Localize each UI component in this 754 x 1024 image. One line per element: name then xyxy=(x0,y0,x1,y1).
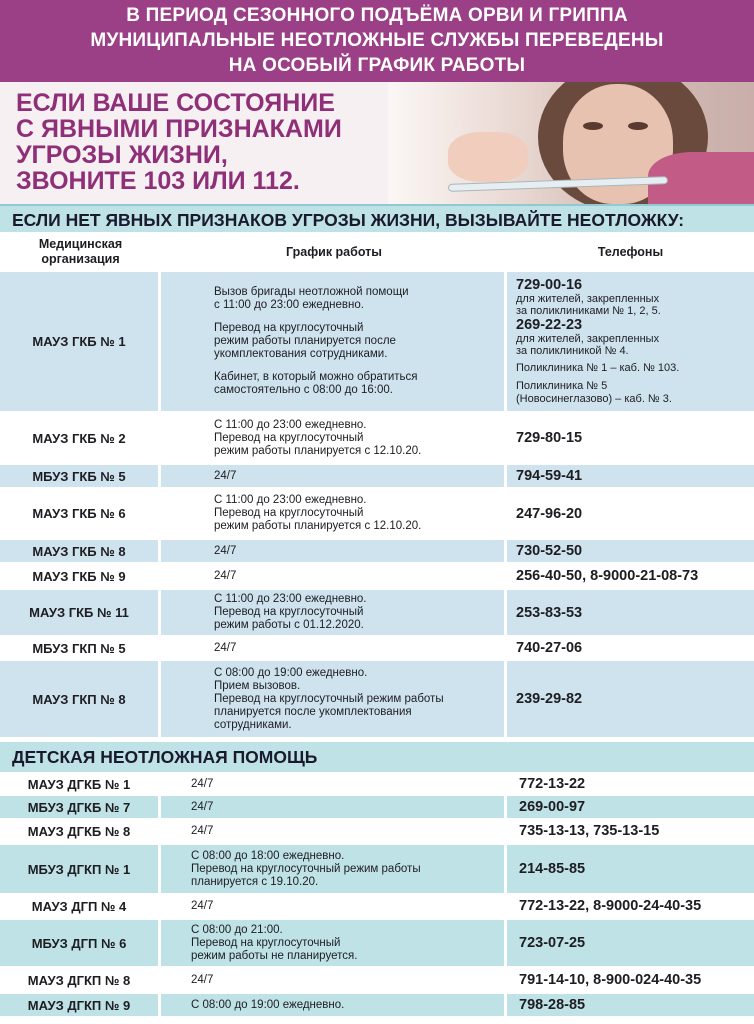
row-org-name: МАУЗ ДГКБ № 8 xyxy=(0,820,158,842)
children-section-heading: ДЕТСКАЯ НЕОТЛОЖНАЯ ПОМОЩЬ xyxy=(0,742,754,772)
row-org-name: МАУЗ ГКБ № 2 xyxy=(0,414,158,462)
row-schedule: 24/7 xyxy=(161,638,504,658)
schedule-line: С 11:00 до 23:00 ежедневно. xyxy=(214,494,367,506)
row-schedule xyxy=(161,661,504,737)
row-org-name: МАУЗ ГКБ № 1 xyxy=(0,272,158,411)
top-banner xyxy=(0,0,754,82)
table-row xyxy=(0,796,754,818)
row-phones xyxy=(507,272,754,411)
table-row xyxy=(0,968,754,992)
row-phone[interactable]: 269-00-97 xyxy=(507,796,754,818)
row-schedule xyxy=(161,490,504,537)
schedule-line: Перевод на круглосуточный xyxy=(214,431,364,444)
table-row xyxy=(0,774,754,794)
table-row xyxy=(0,590,754,635)
row-org-name: МАУЗ ГКБ № 11 xyxy=(0,590,158,635)
cabinet-note: Поликлиника № 1 – каб. № 103. xyxy=(516,362,680,374)
row-phone[interactable]: 772-13-22, 8-9000-24-40-35 xyxy=(507,895,754,917)
row-phone[interactable]: 740-27-06 xyxy=(507,638,754,658)
schedule-line: режим работы планируется с 12.10.20. xyxy=(214,444,422,457)
table-row xyxy=(0,994,754,1016)
row-phone[interactable]: 735-13-13, 735-13-15 xyxy=(507,820,754,842)
banner-line-1: В ПЕРИОД СЕЗОННОГО ПОДЪЁМА ОРВИ И ГРИППА xyxy=(126,5,628,26)
row-schedule: 24/7 xyxy=(161,540,504,562)
column-header-schedule: График работы xyxy=(161,232,507,272)
row-schedule: 24/7 xyxy=(161,774,504,794)
row-org-name: МАУЗ ДГКП № 9 xyxy=(0,994,158,1016)
photo-eye xyxy=(583,122,603,130)
row-schedule: 24/7 xyxy=(161,565,504,587)
schedule-line: укомплектования сотрудниками. xyxy=(214,348,388,360)
phone-note: за поликлиникой № 4. xyxy=(516,345,629,357)
schedule-line: режим работы планируется после xyxy=(214,335,396,347)
row-schedule: 24/7 xyxy=(161,820,504,842)
row-schedule: 24/7 xyxy=(161,895,504,917)
banner-line-3: НА ОСОБЫЙ ГРАФИК РАБОТЫ xyxy=(228,55,526,76)
schedule-line: режим работы не планируется. xyxy=(191,949,358,962)
phone-number[interactable]: 729-00-16 xyxy=(516,277,583,293)
schedule-line: с 11:00 до 23:00 ежедневно. xyxy=(214,299,364,311)
schedule-line: Перевод на круглосуточный режим работы xyxy=(214,692,444,705)
adult-section-heading: ЕСЛИ НЕТ ЯВНЫХ ПРИЗНАКОВ УГРОЗЫ ЖИЗНИ, ВЫЗЫВАЙТЕ НЕОТЛОЖКУ: xyxy=(0,204,754,232)
row-phone[interactable]: 729-80-15 xyxy=(507,414,754,462)
row-org-name: МАУЗ ДГП № 4 xyxy=(0,895,158,917)
row-org-name: МБУЗ ГКБ № 5 xyxy=(0,465,158,487)
table-row xyxy=(0,540,754,562)
phone-note: за поликлиниками № 1, 2, 5. xyxy=(516,305,661,317)
table-row xyxy=(0,920,754,966)
table-row xyxy=(0,895,754,917)
row-schedule: 24/7 xyxy=(161,465,504,487)
phone-note: для жителей, закрепленных xyxy=(516,293,660,305)
row-schedule xyxy=(161,590,504,635)
row-org-name: МАУЗ ГКБ № 9 xyxy=(0,565,158,587)
sick-woman-photo xyxy=(388,82,754,204)
schedule-line: С 08:00 до 21:00. xyxy=(191,923,283,936)
schedule-line: планируется с 19.10.20. xyxy=(191,875,319,888)
alert-line-1: ЕСЛИ ВАШЕ СОСТОЯНИЕ xyxy=(16,89,335,117)
cabinet-note: Поликлиника № 5 xyxy=(516,380,608,392)
schedule-line: Перевод на круглосуточный xyxy=(214,322,364,334)
table-row xyxy=(0,414,754,462)
photo-hand xyxy=(448,132,528,182)
row-phone[interactable]: 794-59-41 xyxy=(507,465,754,487)
row-phone[interactable]: 723-07-25 xyxy=(507,920,754,966)
column-header-phones: Телефоны xyxy=(507,232,754,272)
phone-note: для жителей, закрепленных xyxy=(516,333,660,345)
row-schedule xyxy=(161,845,504,893)
row-phone[interactable]: 239-29-82 xyxy=(507,661,754,737)
schedule-line: планируется после укомплектования xyxy=(214,705,412,718)
schedule-line: самостоятельно с 08:00 до 16:00. xyxy=(214,384,393,396)
row-org-name: МБУЗ ДГП № 6 xyxy=(0,920,158,966)
phone-number[interactable]: 269-22-23 xyxy=(516,317,583,333)
schedule-line: Вызов бригады неотложной помощи xyxy=(214,286,409,298)
schedule-line: Кабинет, в который можно обратиться xyxy=(214,371,418,383)
schedule-line: Перевод на круглосуточный режим работы xyxy=(191,862,421,875)
row-phone[interactable]: 256-40-50, 8-9000-21-08-73 xyxy=(507,565,754,587)
row-org-name: МАУЗ ГКП № 8 xyxy=(0,661,158,737)
row-schedule xyxy=(161,414,504,462)
table-row xyxy=(0,661,754,737)
alert-line-3: УГРОЗЫ ЖИЗНИ, xyxy=(16,141,228,169)
row-schedule xyxy=(161,920,504,966)
photo-eye xyxy=(628,122,648,130)
row-phone[interactable]: 253-83-53 xyxy=(507,590,754,635)
schedule-line: режим работы планируется с 12.10.20. xyxy=(214,520,422,532)
table-row xyxy=(0,638,754,658)
row-schedule: 24/7 xyxy=(161,968,504,992)
schedule-line: С 11:00 до 23:00 ежедневно. xyxy=(214,593,367,605)
row-org-name: МБУЗ ДГКБ № 7 xyxy=(0,796,158,818)
row-phone[interactable]: 214-85-85 xyxy=(507,845,754,893)
alert-line-2: С ЯВНЫМИ ПРИЗНАКАМИ xyxy=(16,115,342,143)
row-org-name: МБУЗ ГКП № 5 xyxy=(0,638,158,658)
banner-line-2: МУНИЦИПАЛЬНЫЕ НЕОТЛОЖНЫЕ СЛУЖБЫ ПЕРЕВЕДЕНЫ xyxy=(90,30,664,51)
row-org-name: МАУЗ ГКБ № 6 xyxy=(0,490,158,537)
schedule-line: С 08:00 до 18:00 ежедневно. xyxy=(191,849,345,862)
row-phone[interactable]: 791-14-10, 8-900-024-40-35 xyxy=(507,968,754,992)
column-header-org-line2: организация xyxy=(41,252,120,266)
row-org-name: МАУЗ ДГКП № 8 xyxy=(0,968,158,992)
cabinet-note: (Новосинеглазово) – каб. № 3. xyxy=(516,393,672,405)
row-phone[interactable]: 247-96-20 xyxy=(507,490,754,537)
row-org-name: МАУЗ ДГКБ № 1 xyxy=(0,774,158,794)
row-phone[interactable]: 730-52-50 xyxy=(507,540,754,562)
column-header-organization xyxy=(0,232,161,272)
alert-line-4: ЗВОНИТЕ 103 ИЛИ 112. xyxy=(16,167,300,195)
table-row xyxy=(0,845,754,893)
schedule-line: С 08:00 до 19:00 ежедневно. xyxy=(214,666,368,679)
table-row xyxy=(0,820,754,842)
row-org-name: МБУЗ ДГКП № 1 xyxy=(0,845,158,893)
row-phone[interactable]: 772-13-22 xyxy=(507,774,754,794)
schedule-line: С 11:00 до 23:00 ежедневно. xyxy=(214,418,367,431)
schedule-line: Перевод на круглосуточный xyxy=(214,507,364,519)
schedule-line: Перевод на круглосуточный xyxy=(191,936,341,949)
row-phone[interactable]: 798-28-85 xyxy=(507,994,754,1016)
alert-text xyxy=(16,90,386,194)
row-org-name: МАУЗ ГКБ № 8 xyxy=(0,540,158,562)
schedule-line: сотрудниками. xyxy=(214,718,292,731)
schedule-line: режим работы с 01.12.2020. xyxy=(214,619,364,631)
row-schedule xyxy=(161,272,504,411)
column-header-org-line1: Медицинская xyxy=(38,237,123,251)
table-row xyxy=(0,465,754,487)
table-row-gkb1 xyxy=(0,272,754,411)
table-row xyxy=(0,490,754,537)
schedule-line: Прием вызовов. xyxy=(214,679,301,692)
row-schedule: С 08:00 до 19:00 ежедневно. xyxy=(161,994,504,1016)
table-row xyxy=(0,565,754,587)
row-schedule: 24/7 xyxy=(161,796,504,818)
emergency-alert xyxy=(0,82,754,204)
schedule-line: Перевод на круглосуточный xyxy=(214,606,364,618)
